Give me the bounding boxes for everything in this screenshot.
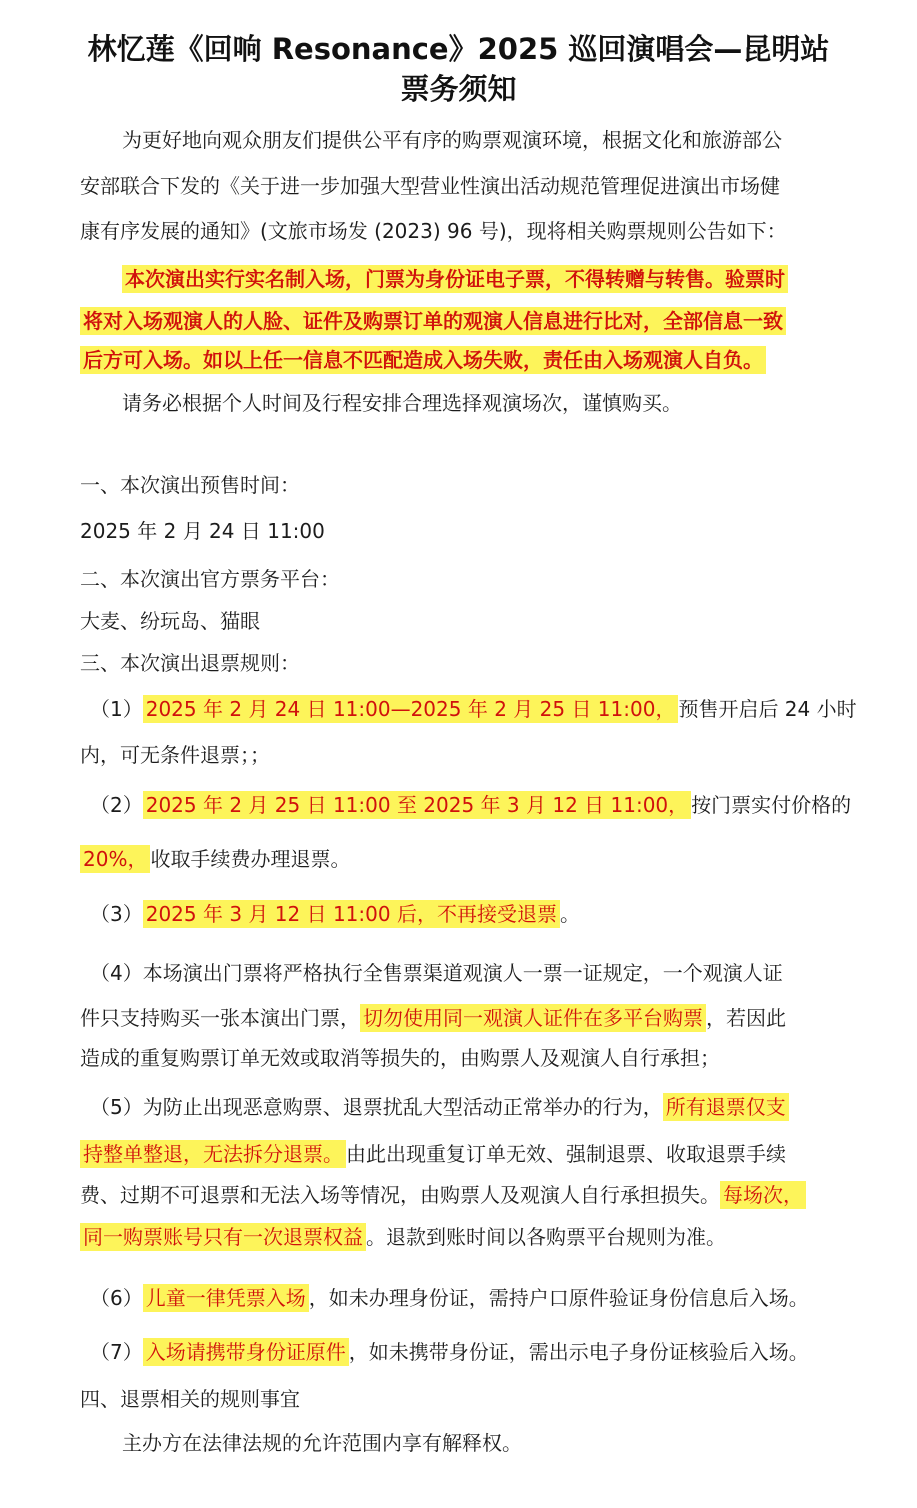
refund-rule-5-line-2: 持整单整退，无法拆分退票。 由此出现重复订单无效、强制退票、收取退票手续 [80,1139,840,1169]
refund-fee-percent: 20%， [80,845,150,873]
notice-highlight-line-1: 本次演出实行实名制入场，门票为身份证电子票，不得转赠与转售。验票时 [122,264,882,294]
refund-rule-5-highlight-a: 所有退票仅支 [663,1093,789,1121]
refund-rule-2-period: 2025 年 2 月 25 日 11:00 至 2025 年 3 月 12 日 11:00， [143,791,691,819]
notice-highlight-line-3: 后方可入场。如以上任一信息不匹配造成入场失败，责任由入场观演人自负。 [80,345,840,375]
refund-rule-3-deadline: 2025 年 3 月 12 日 11:00 后，不再接受退票 [143,900,560,928]
refund-rule-5-line-4: 同一购票账号只有一次退票权益 。退款到账时间以各购票平台规则为准。 [80,1222,840,1252]
intro-line-4: 请务必根据个人时间及行程安排合理选择观演场次，谨慎购买。 [122,391,682,415]
document-title: 林忆莲《回响 Resonance》2025 巡回演唱会—昆明站 [87,32,830,66]
refund-rule-3: （3） 2025 年 3 月 12 日 11:00 后，不再接受退票 。 [90,902,580,926]
section-1-heading: 一、本次演出预售时间： [80,473,300,497]
entry-rule-6-highlight: 儿童一律凭票入场 [143,1284,309,1312]
refund-rule-2-line-2: 20%， 收取手续费办理退票。 [80,844,840,874]
intro-line-1: 为更好地向观众朋友们提供公平有序的购票观演环境，根据文化和旅游部公 [122,128,782,152]
refund-rule-4-highlight: 切勿使用同一观演人证件在多平台购票 [360,1004,706,1032]
document-subtitle: 票务须知 [400,72,517,106]
refund-rule-2-line-1: （2） 2025 年 2 月 25 日 11:00 至 2025 年 3 月 12 日 11:00， 按门票实付价格的 [90,793,852,817]
ticket-platforms: 大麦、纷玩岛、猫眼 [80,609,260,633]
refund-rule-1-line-1: （1） 2025 年 2 月 24 日 11:00—2025 年 2 月 25 日 11:00， 预售开启后 24 小时 [90,697,857,721]
entry-rule-6: （6） 儿童一律凭票入场 ，如未办理身份证，需持户口原件验证身份信息后入场。 [90,1286,809,1310]
entry-rule-7-highlight: 入场请携带身份证原件 [143,1338,349,1366]
refund-rule-4-line-3: 造成的重复购票订单无效或取消等损失的，由购票人及观演人自行承担； [80,1046,720,1070]
refund-rule-1-line-2: 内，可无条件退票；； [80,743,270,767]
refund-rule-4-line-1: （4）本场演出门票将严格执行全售票渠道观演人一票一证规定，一个观演人证 [90,961,783,985]
presale-time: 2025 年 2 月 24 日 11:00 [80,519,325,543]
intro-line-2: 安部联合下发的《关于进一步加强大型营业性演出活动规范管理促进演出市场健 [80,174,780,198]
refund-rule-5-highlight-c: 每场次， [720,1181,806,1209]
refund-rule-5-line-1: （5）为防止出现恶意购票、退票扰乱大型活动正常举办的行为， 所有退票仅支 [90,1092,850,1122]
refund-rule-5-highlight-b: 持整单整退，无法拆分退票。 [80,1140,346,1168]
intro-line-3: 康有序发展的通知》(文旅市场发 (2023) 96 号)，现将相关购票规则公告如下： [80,219,787,243]
section-2-heading: 二、本次演出官方票务平台： [80,567,340,591]
refund-rule-1-period: 2025 年 2 月 24 日 11:00—2025 年 2 月 25 日 11:00， [143,695,679,723]
refund-rule-5-highlight-d: 同一购票账号只有一次退票权益 [80,1223,366,1251]
section-4-heading: 四、退票相关的规则事宜 [80,1387,300,1411]
notice-highlight-line-2: 将对入场观演人的人脸、证件及购票订单的观演人信息进行比对，全部信息一致 [80,306,840,336]
entry-rule-7: （7） 入场请携带身份证原件 ，如未携带身份证，需出示电子身份证核验后入场。 [90,1340,809,1364]
section-3-heading: 三、本次演出退票规则： [80,651,300,675]
refund-rule-4-line-2: 件只支持购买一张本演出门票， 切勿使用同一观演人证件在多平台购票 ，若因此 [80,1006,786,1030]
interpretation-right: 主办方在法律法规的允许范围内享有解释权。 [122,1431,522,1455]
refund-rule-5-line-3: 费、过期不可退票和无法入场等情况，由购票人及观演人自行承担损失。 每场次， [80,1180,840,1210]
